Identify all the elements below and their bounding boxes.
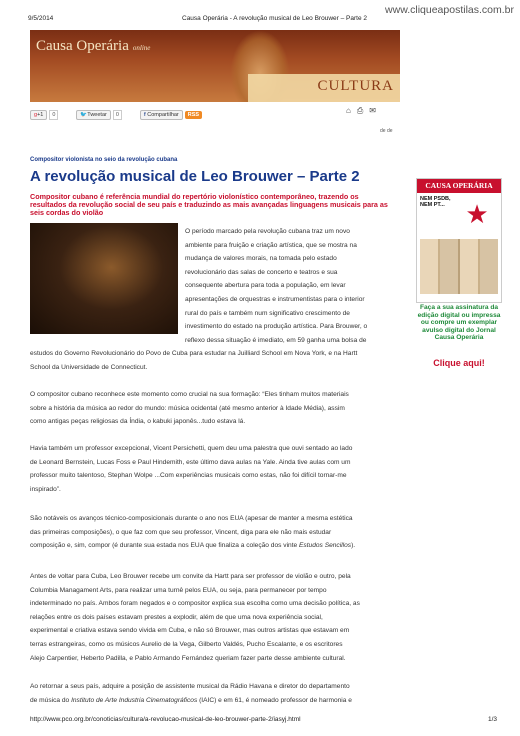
home-icon[interactable]: ⌂ (346, 106, 351, 115)
watermark: www.cliqueapostilas.com.br (385, 4, 514, 16)
body-line: mudança de valores morais, na tomada pelo estado (185, 255, 337, 263)
body-line: reflexo dessa situação é imediato, em 59 ganha uma bolsa de (185, 336, 367, 344)
ad-headline: NEM PSDB, NEM PT... (420, 196, 451, 208)
body-line: como antigas peças religiosas da Índia, o kabuki japonês...tudo estava lá. (30, 418, 246, 426)
paragraph-6-line-2: de música do Instituto de Arte Industria Cinematográficos (IAIC) e em 61, é nomeado professor de harmonia e (30, 697, 352, 704)
body-line: revolucionário das salas de concerto e teatros e sua (185, 268, 338, 276)
body-line: School da Universidade de Connecticut. (30, 363, 148, 371)
body-line: das primeiras composições), o que faz com que seu professor, Vincent, diga para ele não mais estudar (30, 528, 332, 536)
body-line: rural do país e também num significativo crescimento de (185, 309, 350, 317)
page-number: 1/3 (488, 716, 498, 723)
facebook-share-button[interactable]: f Compartilhar (140, 110, 183, 120)
date-stub: de de (380, 128, 393, 134)
body-line: de Leonard Bernstein, Lucas Foss e Paul Hindemith, este último dava aulas na Yale. Ainda tive aulas com um (30, 458, 351, 466)
rss-button[interactable]: RSS (185, 111, 202, 119)
body-line: O período marcado pela revolução cubana traz um novo (185, 228, 350, 235)
paragraph-1-wrap (185, 225, 395, 347)
twitter-icon: 🐦 (80, 112, 88, 118)
body-line: Antes de voltar para Cuba, Leo Brouwer recebe um convite da Hartt para ser professor de violão e outro, pela (30, 573, 351, 580)
body-line: relações entre os dois países estavam prestes a explodir, além de que uma nova experiência social, (30, 613, 323, 621)
body-line: indeterminado no país. Ambos foram negados e o compositor explica sua escolha como uma decisão política, as (30, 600, 360, 608)
site-banner[interactable] (30, 30, 400, 102)
body-line: apresentações de orquestras e instrumentistas para o interior (185, 295, 365, 303)
share-bar (30, 110, 202, 120)
ad-masthead: CAUSA OPERÁRIA (417, 179, 501, 193)
facebook-icon: f (143, 112, 146, 118)
body-line: professor muito talentoso, Stephan Wolpe ...Com experiências musicais como estas, não foi difícil tornar-me (30, 472, 347, 480)
section-label: CULTURA (317, 78, 394, 94)
paragraph-4-last-line: composição e, sim, compor (é durante sua estada nos EUA que finaliza a coleção dos vinte Estudos Sencillos). (30, 542, 356, 549)
paragraph-5 (30, 570, 400, 665)
body-line: sobre a história da música ao redor do mundo: música ocidental (até mesmo anterior à Idade Média), assim (30, 404, 345, 412)
print-footer-url: http://www.pco.org.br/conoticias/cultura/a-revolucao-musical-de-leo-brouwer-parte-2/iasyj.html (30, 716, 301, 723)
print-icon[interactable]: ⎙ (356, 106, 364, 115)
ad-photo-strip (420, 239, 498, 294)
newspaper-ad-image[interactable] (416, 178, 502, 303)
body-line: O compositor cubano reconhece este momento como crucial na sua formação: “Eles tinham muitos materiais (30, 391, 349, 398)
article-lead: Compositor cubano é referência mundial do repertório violonístico contemporâneo, trazendo os resultados da revolução social de seu país e traduzindo as mais avançadas linguagens musicais para as seis cordas do violão (30, 192, 388, 217)
tweet-count: 0 (113, 110, 122, 120)
paragraph-4 (30, 512, 400, 539)
article-title: A revolução musical de Leo Brouwer – Parte 2 (30, 168, 360, 185)
paragraph-1-full (30, 347, 400, 374)
paragraph-3 (30, 442, 400, 496)
body-line: Alejo Carpentier, Heberto Padilla, e Pablo Armando Fernández queriam fazer parte desse ambiente cultural. (30, 654, 346, 662)
tweet-button[interactable]: 🐦Tweetar (76, 110, 110, 120)
body-line: investimento do estado na produção artística. Para Brouwer, o (185, 323, 368, 331)
gplus-icon: g (34, 112, 38, 118)
star-icon: ★ (465, 199, 489, 229)
body-line: São notáveis os avanços técnico-composicionais durante o ano nos EUA (apesar de manter a mesma estética (30, 515, 353, 522)
article-kicker: Compositor violonista no seio da revolução cubana (30, 157, 178, 163)
email-icon[interactable]: ✉ (369, 106, 376, 115)
body-line: Havia também um professor excepcional, Vicent Persichetti, quem deu uma palestra que ouvi sentado ao lado (30, 445, 353, 452)
body-line: Columbia Managament Arts, para realizar uma turnê pelos EUA, ou seja, para permanecer por tempo (30, 586, 327, 594)
paragraph-2 (30, 388, 400, 429)
print-page-title: Causa Operária - A revolução musical de Leo Brouwer – Parte 2 (182, 15, 367, 22)
ad-cta-link[interactable]: Clique aqui! (433, 358, 485, 368)
ad-text[interactable]: Faça a sua assinatura da edição digital ou impressa ou compre um exemplar avulso digital do Jornal Causa Operária (417, 304, 501, 342)
article-photo (30, 223, 178, 334)
body-line: ambiente para fruição e criação artística, que se mostra na (185, 241, 357, 249)
body-line: experimental e criativa estava sendo vivida em Cuba, e não só Brouwer, mas outros artistas que estavam em (30, 627, 350, 635)
print-date: 9/5/2014 (28, 15, 54, 22)
body-line: inspirado”. (30, 485, 61, 493)
gplus-count: 0 (49, 110, 58, 120)
paragraph-6-line-1: Ao retornar a seus país, adquire a posição de assistente musical da Rádio Havana e diretor do departamento (30, 683, 350, 690)
site-logo: Causa Operária online (36, 38, 151, 54)
toolbar-icons (346, 106, 376, 116)
body-line: estudos do Governo Revolucionário do Povo de Cuba para estudar na Juilliard School em Nova York, e na Hartt (30, 350, 358, 357)
body-line: consequente abertura para toda a população, em levar (185, 282, 346, 290)
gplus-button[interactable]: g+1 (30, 110, 47, 120)
body-line: terras estrangeiras, como os músicos Aurelio de la Vega, Gilberto Valdés, Pucho Escalante, e os escritores (30, 640, 343, 648)
